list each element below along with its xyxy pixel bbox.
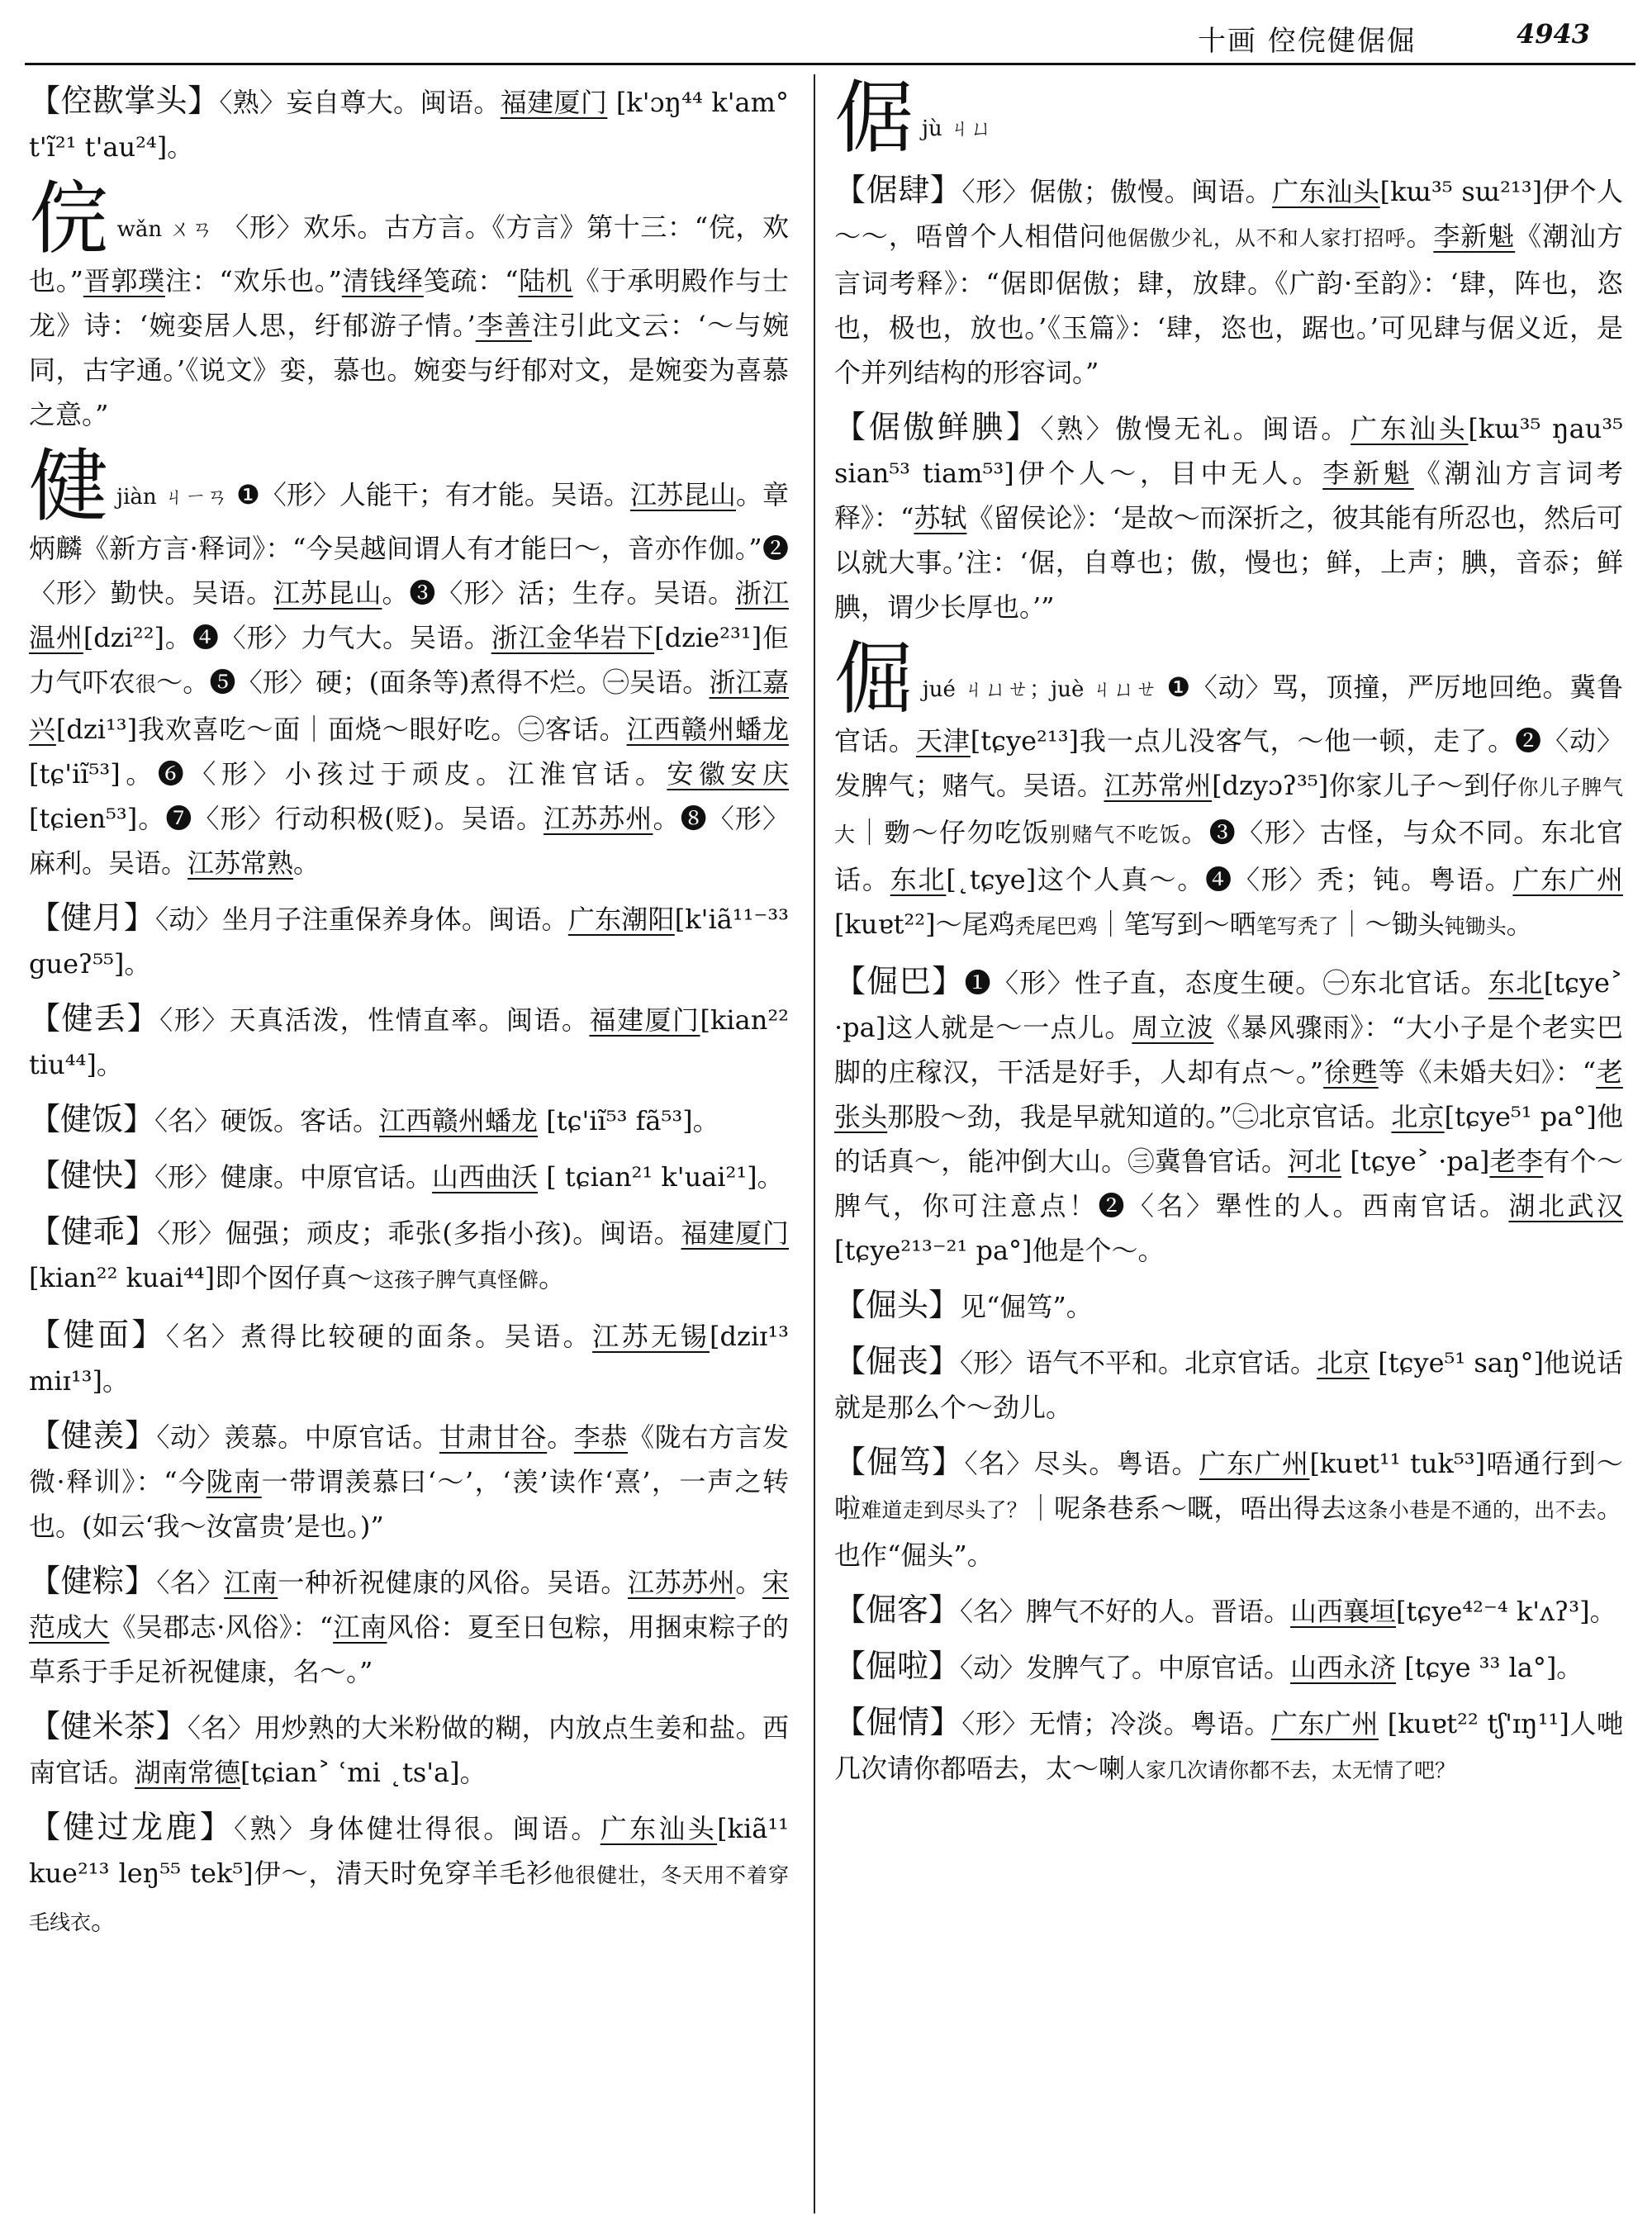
- entry-text: [tɕ'iĩ⁵³]。❻〈形〉小孩过于顽皮。江淮官话。: [29, 758, 667, 790]
- entry-headword: 【倔头】: [834, 1287, 961, 1323]
- entry-headword: 【倨肆】: [834, 172, 962, 208]
- entry-headword: 【倔客】: [834, 1592, 961, 1628]
- page-header: [0, 0, 1652, 64]
- entry-text: 〈名〉用炒熟的大米粉做的糊，内放点生姜和盐。西南官话。: [29, 1712, 789, 1788]
- entry-text: 〈熟〉身体健壮得很。闽语。: [234, 1813, 601, 1844]
- place-or-name: 李新魁: [1433, 221, 1516, 252]
- place-or-name: 李善: [475, 310, 532, 341]
- entry-text: 注引此文云：‘～与婉同，古字通。’《说文》娈，慕也。婉娈与纡郁对文，是婉娈为喜慕之意。”: [29, 310, 789, 430]
- dictionary-entry: [834, 1587, 1623, 1634]
- place-or-name: 浙江金华岩下: [491, 622, 655, 653]
- place-or-name: 福建厦门: [500, 87, 608, 118]
- entry-text: 〈形〉倔强；顽皮；乖张(多指小孩)。闽语。: [157, 1217, 681, 1249]
- right-column: [834, 72, 1623, 1803]
- place-or-name: 山西曲沃: [432, 1161, 539, 1193]
- entry-text: 《潮汕方言词考释》：“倨即倨傲；肆，放肆。《广韵·至韵》：‘肆，阵也，恣也，极也，放也。’《玉篇》：‘肆，恣也，踞也。’可见肆与倨义近，是个并列结构的形容词。”: [834, 221, 1623, 388]
- dictionary-entry: [834, 959, 1623, 1273]
- entry-text: 〈形〉倨傲；傲慢。闽语。: [961, 176, 1273, 207]
- entry-text: [tɕien⁵³]。❼〈形〉行动积极(贬)。吴语。: [29, 803, 544, 834]
- entry-text: 风俗：夏至日包粽，用捆束粽子的草系于手足祈祝健康，名～。”: [29, 1611, 789, 1687]
- entry-text: 〈名〉脾气不好的人。晋语。: [960, 1596, 1291, 1627]
- entry-text: [kuɐt¹¹ tuk⁵³]唔通行到～啦: [834, 1448, 1623, 1524]
- entry-text: [kian²² kuai⁴⁴]即个囡仔真～: [29, 1262, 374, 1293]
- entry-text: ～。❺〈形〉硬；(面条等)煮得不烂。㊀吴语。: [156, 667, 710, 698]
- place-or-name: 江西赣州蟠龙: [379, 1105, 539, 1136]
- entry-text: ❶〈动〉骂，顶撞，严厉地回绝。冀鲁官话。: [834, 671, 1623, 757]
- place-or-name: 河北: [1288, 1146, 1341, 1177]
- entry-headword: 【倨傲鲜腆】: [834, 409, 1041, 445]
- place-or-name: 广东广州: [1199, 1448, 1310, 1479]
- entry-headword: 【健面】: [29, 1317, 166, 1353]
- entry-text: [dziɪ¹³ miɪ¹³]。: [29, 1321, 789, 1397]
- place-or-name: 广东汕头: [600, 1813, 718, 1844]
- entry-headword: 【健丢】: [29, 1000, 160, 1037]
- place-or-name: 福建厦门: [589, 1004, 700, 1036]
- entry-text: 。❸〈形〉活；生存。吴语。: [382, 577, 736, 609]
- entry-text: [tɕye⁴²⁻⁴ k'ʌʔ³]。: [1396, 1596, 1616, 1627]
- entry-headword: 【倥歁掌头】: [29, 83, 220, 119]
- place-or-name: 李新魁: [1322, 458, 1414, 489]
- section-title: 十画 倥俒健倨倔: [1198, 25, 1417, 58]
- entry-text: [k'iã¹¹⁻³³ gueʔ⁵⁵]。: [29, 904, 789, 980]
- entry-text: 〈形〉健康。中原官话。: [154, 1161, 433, 1193]
- entry-pinyin: jù ㄐㄩ: [922, 116, 993, 141]
- column-divider: [814, 74, 815, 2213]
- entry-text: 。也作“倔头”。: [834, 1492, 1623, 1571]
- dictionary-entry: [29, 440, 789, 885]
- entry-text: [tɕye ³³ la°]。: [1396, 1652, 1583, 1683]
- place-or-name: 广东广州: [1512, 864, 1623, 895]
- entry-headword: 【健米茶】: [29, 1708, 188, 1744]
- entry-text: [tɕye²¹³⁻²¹ pa°]他是个～。: [834, 1235, 1165, 1266]
- entry-text: 。: [1406, 221, 1434, 252]
- entry-text: 〈熟〉妄自尊大。闽语。: [219, 87, 501, 118]
- place-or-name: 湖南常德: [135, 1757, 241, 1788]
- place-or-name: 天津: [915, 725, 971, 757]
- place-or-name: 苏轼: [914, 502, 967, 534]
- entry-character: 健: [29, 440, 109, 533]
- place-or-name: 宋范成大: [29, 1567, 789, 1643]
- place-or-name: 陆机: [518, 265, 573, 297]
- entry-text: 。: [293, 847, 320, 879]
- page-number: 4943: [1517, 18, 1591, 50]
- place-or-name: 东北: [1488, 967, 1544, 999]
- entry-text: [dzi¹³]我欢喜吃～面｜面烧～眼好吃。㊁客话。: [55, 714, 627, 745]
- entry-character: 俒: [29, 173, 109, 265]
- dictionary-entry: [834, 1440, 1623, 1578]
- place-or-name: 广东广州: [1270, 1708, 1379, 1739]
- gloss-note: 他很健壮，冬天用不着穿毛线衣: [29, 1863, 789, 1934]
- dictionary-entry: [29, 1559, 789, 1694]
- entry-text: 。: [735, 1567, 762, 1598]
- entry-text: [tɕye˃ ·pa]这人就是～一点儿。: [834, 967, 1623, 1043]
- dictionary-entry: [29, 1312, 789, 1403]
- entry-pinyin: wǎn ㄨㄢ: [116, 217, 214, 242]
- gloss-note: 笔写秃了: [1256, 914, 1339, 938]
- entry-text: [tɕye²¹³]我一点儿没客气，～他一顿，走了。❷〈动〉发脾气；赌气。吴语。: [834, 725, 1623, 801]
- dictionary-entry: [834, 72, 1623, 164]
- gloss-note: 难道走到尽头了？: [861, 1498, 1028, 1522]
- place-or-name: 徐甦: [1323, 1056, 1379, 1088]
- entry-text: [tɕian˃ ʿmi ˛ts'a]。: [240, 1757, 487, 1788]
- entry-text: 等《未婚夫妇》：“: [1378, 1056, 1597, 1088]
- gloss-note: 你儿子脾气大: [834, 776, 1623, 847]
- entry-text: 〈形〉语气不平和。北京官话。: [960, 1347, 1317, 1378]
- place-or-name: 甘肃甘谷: [439, 1421, 548, 1453]
- place-or-name: 江苏常熟: [188, 847, 294, 879]
- entry-text: 一种祈祝健康的风俗。吴语。: [278, 1567, 628, 1598]
- place-or-name: 江苏苏州: [627, 1567, 736, 1598]
- place-or-name: 广东潮阳: [567, 904, 675, 935]
- place-or-name: 江苏常州: [1104, 770, 1213, 801]
- place-or-name: 陇南: [206, 1466, 262, 1497]
- place-or-name: 浙江温州: [29, 577, 789, 653]
- entry-text: 。: [1506, 909, 1533, 940]
- entry-text: 《吴郡志·风俗》：“: [109, 1611, 334, 1643]
- place-or-name: 东北: [890, 864, 947, 895]
- entry-text: ｜覅～仔勿吃饭: [856, 817, 1051, 848]
- entry-text: 〈熟〉傲慢无礼。闽语。: [1040, 413, 1351, 444]
- place-or-name: 江南: [224, 1567, 278, 1598]
- entry-text: 〈形〉欢乐。古方言。《方言》第十三：: [213, 211, 695, 243]
- entry-text: 〈形〉无情；冷淡。粤语。: [961, 1708, 1271, 1739]
- gloss-note: 人家几次请你都不去，太无情了吧？: [1125, 1758, 1456, 1782]
- entry-text: 〈动〉发脾气了。中原官话。: [960, 1652, 1291, 1683]
- entry-text: 〈名〉尽头。粤语。: [964, 1448, 1199, 1479]
- place-or-name: 江苏昆山: [273, 577, 382, 609]
- dictionary-entry: [29, 1209, 789, 1302]
- place-or-name: 李恭: [573, 1421, 628, 1453]
- entry-text: ❶〈形〉性子直，态度生硬。㊀东北官话。: [964, 967, 1488, 999]
- entry-text: 《留侯论》：‘是故～而深折之，彼其能有所忍也，然后可以就大事。’注：‘倨，自尊也；傲，慢也；鲜，上声；腆，音忝；鲜腆，谓少长厚也。’”: [834, 502, 1623, 623]
- dictionary-entry: [834, 1644, 1623, 1690]
- entry-headword: 【倔笃】: [834, 1444, 965, 1480]
- entry-text: 《暴风骤雨》：“大小子是个老实巴脚的庄稼汉，干活是好手，人却有点～。”: [834, 1012, 1623, 1088]
- gloss-note: 钝锄头: [1444, 914, 1507, 938]
- entry-headword: 【健过龙鹿】: [29, 1809, 235, 1845]
- entry-text: [dzi²²]。❹〈形〉力气大。吴语。: [83, 622, 491, 653]
- entry-text: ❶〈形〉人能干；有才能。吴语。: [227, 479, 630, 510]
- entry-text: [tɕye˃ ·pa]: [1341, 1146, 1490, 1177]
- place-or-name: 广东汕头: [1272, 176, 1380, 207]
- entry-text: [kian²² tiu⁴⁴]。: [29, 1004, 789, 1080]
- entry-text: [kuɐt²² tʃ'ɪŋ¹¹]人哋几次请你都唔去，太～喇: [834, 1708, 1623, 1784]
- entry-text: [˛tɕye]这个人真～。❹〈形〉秃；钝。粤语。: [946, 864, 1513, 895]
- dictionary-entry: [834, 633, 1623, 949]
- dictionary-entry: [29, 1153, 789, 1199]
- entry-headword: 【健快】: [29, 1157, 155, 1193]
- entry-text: 〈动〉坐月子注重保养身体。闽语。: [154, 904, 568, 935]
- entry-text: 。❽〈形〉麻利。吴语。: [29, 803, 789, 879]
- entry-headword: 【倔啦】: [834, 1648, 961, 1684]
- dictionary-entry: [29, 895, 789, 986]
- entry-headword: 【倔丧】: [834, 1343, 961, 1379]
- entry-text: 〈名〉煮得比较硬的面条。吴语。: [165, 1321, 593, 1352]
- gloss-note: 这孩子脾气真怪僻: [373, 1268, 539, 1292]
- place-or-name: 山西永济: [1290, 1652, 1397, 1683]
- entry-text: [kuɐt²²]～尾鸡: [834, 909, 1015, 940]
- place-or-name: 江苏无锡: [592, 1321, 710, 1352]
- entry-text: 《于承明殿作与士龙》诗：‘婉娈居人思，纡郁游子情。’: [29, 265, 789, 341]
- place-or-name: 福建厦门: [681, 1217, 789, 1249]
- entry-text: 那股～劲，我是早就知道的。”㊁北京官话。: [887, 1101, 1392, 1132]
- entry-text: ｜～锄头: [1338, 909, 1445, 940]
- place-or-name: 广东汕头: [1351, 413, 1469, 444]
- dictionary-entry: [834, 405, 1623, 629]
- entry-headword: 【健饭】: [29, 1101, 155, 1137]
- entry-character: 倔: [834, 633, 914, 725]
- entry-text: [k'ɔŋ⁴⁴ k'am° t'ĩ²¹ t'au²⁴]。: [29, 87, 789, 163]
- place-or-name: 山西襄垣: [1290, 1596, 1397, 1627]
- entry-headword: 【倔巴】: [834, 963, 965, 999]
- place-or-name: 北京: [1391, 1101, 1445, 1132]
- entry-text: 有个～脾气，你可注意点！❷〈名〉犟性的人。西南官话。: [834, 1146, 1623, 1222]
- left-column: [29, 78, 789, 1955]
- gloss-note: 很: [135, 672, 157, 696]
- entry-text: [tɕye⁵¹ saŋ°]他说话就是那么个～劲儿。: [834, 1347, 1623, 1423]
- entry-text: [kiã¹¹ kue²¹³ leŋ⁵⁵ tek⁵]伊～，清天时免穿羊毛衫: [29, 1813, 789, 1889]
- entry-pinyin: jué ㄐㄩㄝ；juè ㄐㄩㄝ: [922, 677, 1158, 702]
- entry-text: [ tɕian²¹ k'uai²¹]。: [538, 1161, 784, 1193]
- entry-text: 见“倔笃”。: [960, 1291, 1093, 1322]
- place-or-name: 北京: [1317, 1347, 1370, 1378]
- entry-text: [tɕye⁵¹ pa°]他的话真～，能冲倒大山。㊂冀鲁官话。: [834, 1101, 1623, 1177]
- entry-text: [tɕ'iĩ⁵³ fã⁵³]。: [538, 1105, 719, 1136]
- gloss-note: 他倨傲少礼，从不和人家打招呼: [1106, 226, 1407, 250]
- entry-text: 〈动〉羡慕。中原官话。: [156, 1421, 439, 1453]
- place-or-name: 晋郭璞: [83, 265, 165, 297]
- entry-text: 。❸〈形〉古怪，与众不同。东北官话。: [834, 817, 1623, 895]
- entry-text: [dzie²³¹]佢力气吓农: [29, 622, 789, 698]
- place-or-name: 老张头: [834, 1056, 1623, 1132]
- entry-text: 《陇右方言发微·释训》：“今: [29, 1421, 789, 1497]
- entry-text: 。: [539, 1262, 566, 1293]
- entry-text: 。: [91, 1905, 118, 1936]
- dictionary-entry: [29, 996, 789, 1087]
- entry-text: 〈名〉硬饭。客话。: [154, 1105, 380, 1136]
- entry-text: 〈形〉天真活泼，性情直率。闽语。: [159, 1004, 590, 1036]
- dictionary-entry: [834, 1700, 1623, 1793]
- dictionary-entry: [29, 78, 789, 169]
- entry-text: [dzyɔʔ³⁵]你家儿子～到仔: [1212, 770, 1518, 801]
- place-or-name: 江南: [333, 1611, 387, 1643]
- place-or-name: 安徽安庆: [667, 758, 789, 790]
- gloss-note: 别赌气不吃饭: [1050, 823, 1182, 847]
- place-or-name: 江西赣州蟠龙: [626, 714, 789, 745]
- dictionary-entry: [29, 173, 789, 437]
- dictionary-entry: [29, 1805, 789, 1945]
- entry-text: 《潮汕方言词考释》：“: [834, 458, 1623, 534]
- place-or-name: 周立波: [1132, 1012, 1214, 1043]
- entry-headword: 【健月】: [29, 899, 155, 936]
- dictionary-entry: [834, 1339, 1623, 1430]
- dictionary-entry: [834, 1283, 1623, 1329]
- entry-text: “俒，欢也。”: [29, 211, 789, 297]
- place-or-name: 湖北武汉: [1508, 1190, 1623, 1222]
- dictionary-entry: [29, 1413, 789, 1549]
- gloss-note: 秃尾巴鸡: [1014, 914, 1098, 938]
- entry-text: [kɯ³⁵ ŋau³⁵ sian⁵³ tiam⁵³]伊个人～，目中无人。: [834, 413, 1623, 489]
- entry-text: [kɯ³⁵ sɯ²¹³]伊个人～～，唔曾个人相借问: [834, 176, 1623, 252]
- entry-headword: 【健粽】: [29, 1563, 157, 1599]
- place-or-name: 清钱绎: [341, 265, 424, 297]
- entry-text: 〈名〉: [156, 1567, 225, 1598]
- entry-text: 注：“欢乐也。”: [164, 265, 342, 297]
- place-or-name: 江苏苏州: [544, 803, 653, 834]
- place-or-name: 江苏昆山: [629, 479, 736, 510]
- place-or-name: 老李: [1489, 1146, 1544, 1177]
- entry-headword: 【倔情】: [834, 1704, 962, 1740]
- gloss-note: 这条小巷是不通的，出不去: [1346, 1498, 1597, 1522]
- entry-text: 。: [547, 1421, 574, 1453]
- entry-pinyin: jiàn ㄐㄧㄢ: [116, 485, 228, 510]
- entry-headword: 【健乖】: [29, 1213, 158, 1250]
- dictionary-entry: [29, 1097, 789, 1143]
- dictionary-entry: [29, 1704, 789, 1795]
- entry-text: ｜呢条巷系～嘅，唔出得去: [1027, 1492, 1347, 1524]
- entry-text: 笺疏：“: [423, 265, 519, 297]
- entry-text: 。章炳麟《新方言·释词》：“今吴越间谓人有才能曰～，音亦作伽。”❷〈形〉勤快。吴语。: [29, 479, 789, 609]
- header-rule: [25, 63, 1635, 65]
- entry-text: 一带谓羡慕曰‘～’，‘羡’读作‘熹’，一声之转也。(如云‘我～汝富贵’是也。)”: [29, 1466, 789, 1542]
- entry-character: 倨: [834, 72, 914, 164]
- dictionary-entry: [834, 168, 1623, 395]
- entry-headword: 【健羡】: [29, 1417, 157, 1454]
- entry-text: ｜笔写到～晒: [1097, 909, 1256, 940]
- place-or-name: 浙江嘉兴: [29, 667, 789, 745]
